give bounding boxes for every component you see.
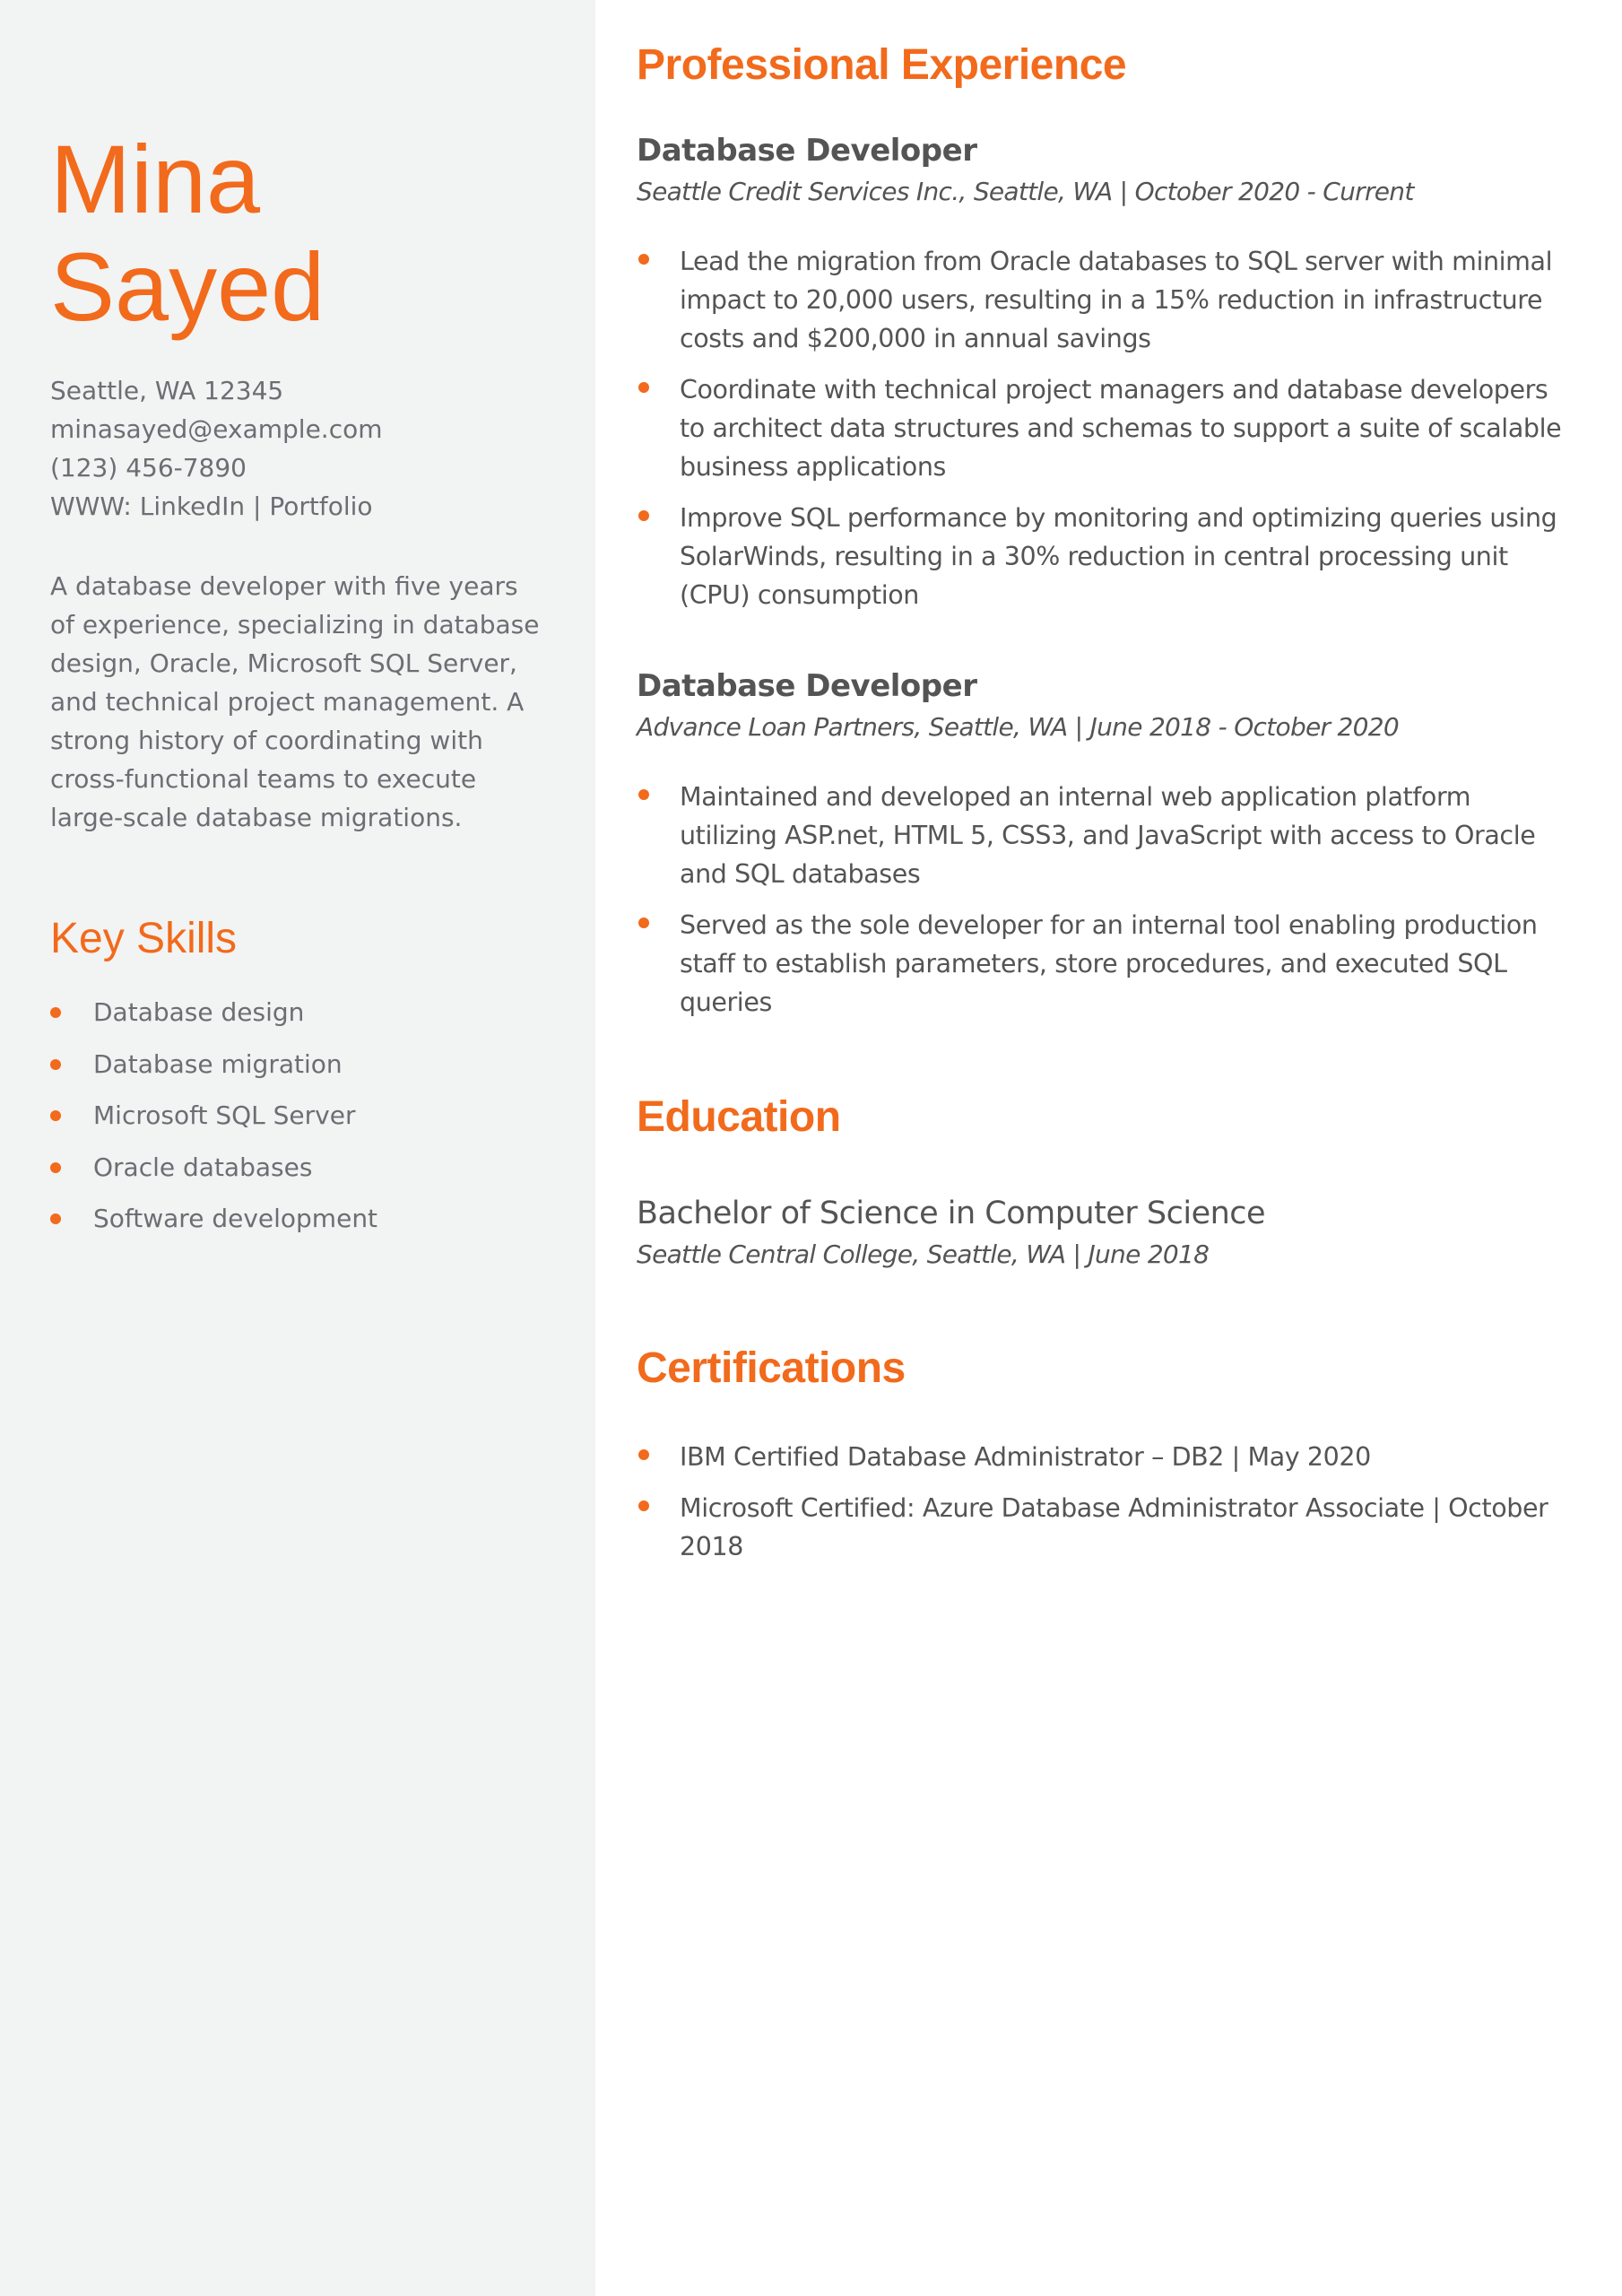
contact-web: WWW: LinkedIn | Portfolio — [50, 491, 373, 521]
school-meta: Seattle Central College, Seattle, WA | June 2018 — [637, 1239, 1210, 1269]
candidate-name — [50, 126, 545, 341]
job-title: Database Developer — [637, 133, 977, 169]
certification-item: Microsoft Certified: Azure Database Administrator Associate | October 2018 — [637, 1489, 1572, 1566]
bullet-item: Coordinate with technical project managers and database developers to architect data structures and schemas to support a suite of scalable business applications — [637, 370, 1572, 486]
job-entry — [637, 666, 1572, 1022]
skill-item: Database design — [50, 995, 545, 1047]
job-bullets — [637, 778, 1572, 1022]
contact-email: minasayed@example.com — [50, 414, 383, 444]
skill-item: Oracle databases — [50, 1150, 545, 1202]
skill-item: Microsoft SQL Server — [50, 1098, 545, 1150]
first-name: Mina — [50, 125, 261, 233]
job-entry — [637, 131, 1572, 614]
last-name: Sayed — [50, 232, 325, 341]
sidebar — [0, 0, 595, 2296]
summary: A database developer with five years of experience, specializing in database design, Oracle, Microsoft SQL Server, and technical project management. A strong history of coordinating with cross-functional teams to execute large-scale database migrations. — [50, 571, 540, 832]
contact-info — [50, 371, 545, 526]
job-meta: Seattle Credit Services Inc., Seattle, WA | October 2020 - Current — [637, 177, 1414, 206]
main-content — [595, 0, 1622, 2296]
bullet-item: Served as the sole developer for an internal tool enabling production staff to establish parameters, store procedures, and executed SQL queries — [637, 906, 1572, 1022]
job-meta: Advance Loan Partners, Seattle, WA | June 2018 - October 2020 — [637, 712, 1400, 742]
experience-heading: Professional Experience — [637, 41, 1127, 89]
certifications-list — [637, 1438, 1572, 1566]
contact-address: Seattle, WA 12345 — [50, 376, 284, 405]
certification-item: IBM Certified Database Administrator – DB2 | May 2020 — [637, 1438, 1572, 1476]
bullet-item: Improve SQL performance by monitoring and optimizing queries using SolarWinds, resulting in a 30% reduction in central processing unit (CPU) consumption — [637, 499, 1572, 614]
degree: Bachelor of Science in Computer Science — [637, 1196, 1266, 1231]
education-section — [637, 1091, 1572, 1273]
job-title: Database Developer — [637, 668, 977, 704]
bullet-item: Lead the migration from Oracle databases to SQL server with minimal impact to 20,000 users, resulting in a 15% reduction in infrastructure costs and $200,000 in annual savings — [637, 242, 1572, 358]
education-heading: Education — [637, 1093, 841, 1141]
skill-item: Software development — [50, 1201, 545, 1253]
certifications-heading: Certifications — [637, 1344, 906, 1392]
contact-phone: (123) 456-7890 — [50, 453, 247, 483]
skills-list — [50, 995, 545, 1253]
skill-item: Database migration — [50, 1047, 545, 1099]
certifications-section — [637, 1343, 1572, 1566]
bullet-item: Maintained and developed an internal web application platform utilizing ASP.net, HTML 5, CSS3, and JavaScript with access to Oracle and SQL databases — [637, 778, 1572, 893]
job-bullets — [637, 242, 1572, 614]
skills-heading: Key Skills — [50, 915, 238, 962]
